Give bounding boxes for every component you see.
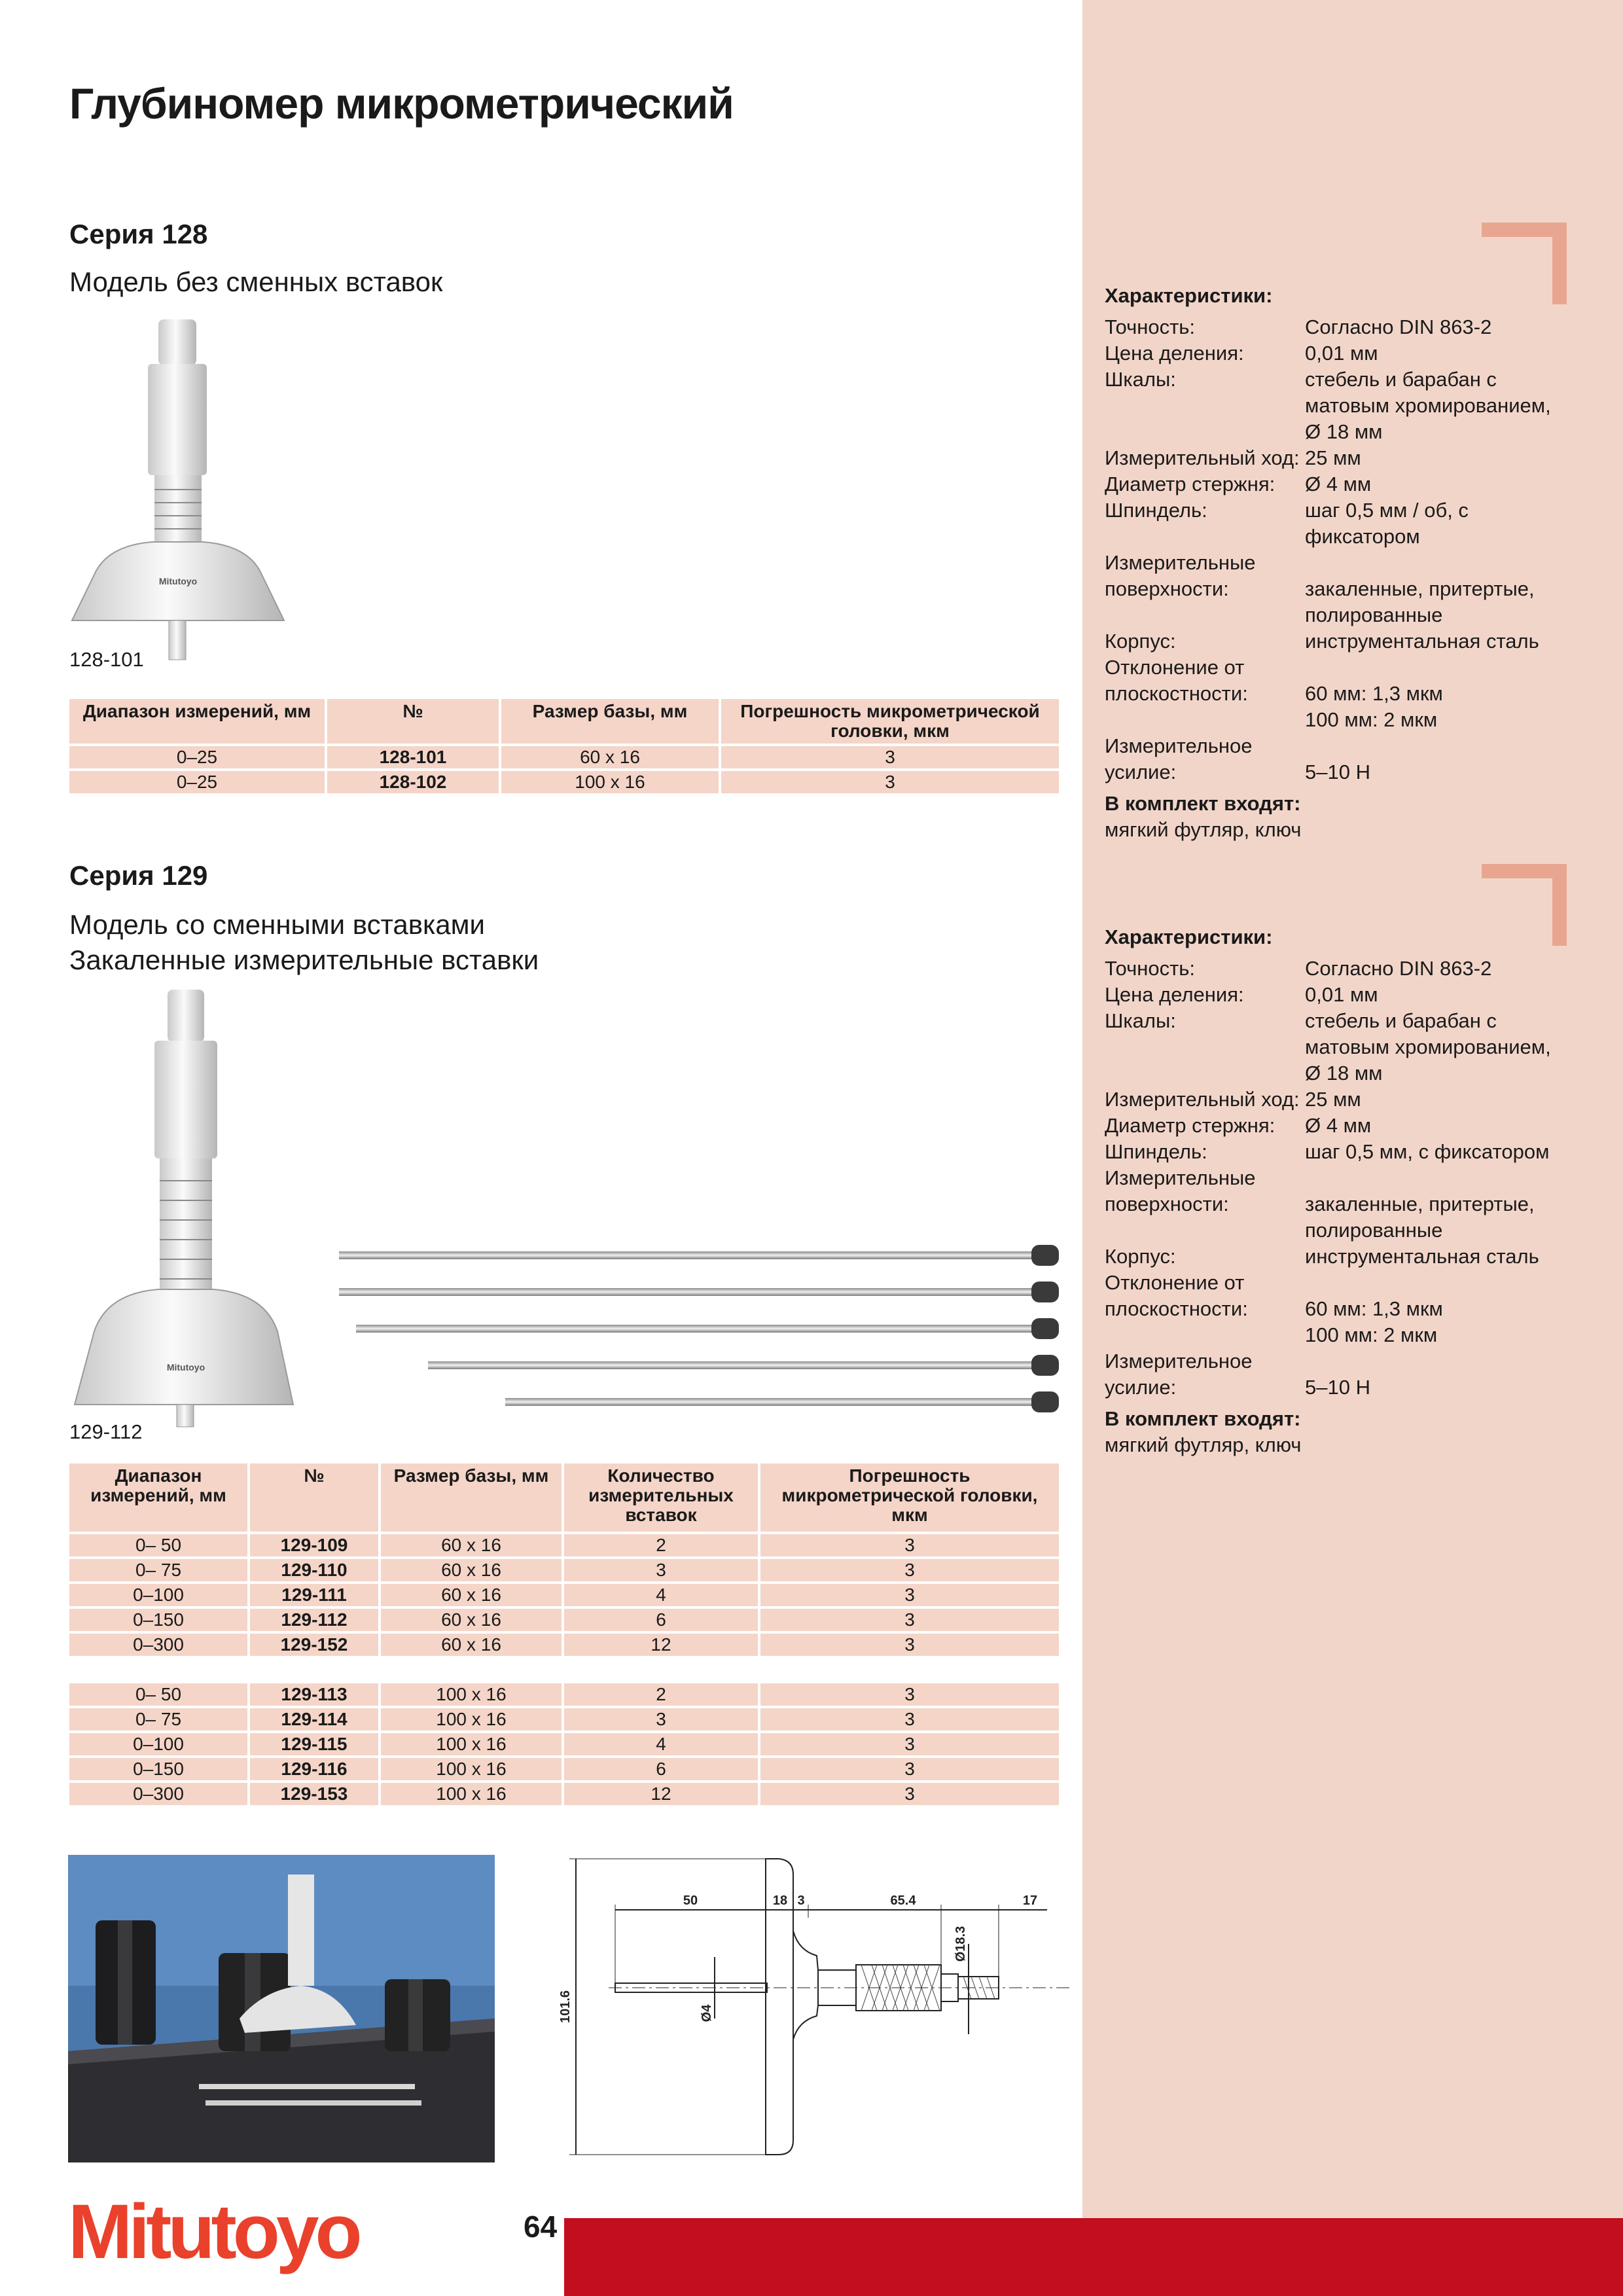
- spec-row: Шкалы: стебель и барабан с матовым хромированием, Ø 18 мм: [1105, 368, 1551, 443]
- spec-row: Шкалы: стебель и барабан с матовым хромированием, Ø 18 мм: [1105, 1009, 1551, 1085]
- kit-heading: В комплект входят:: [1105, 792, 1301, 815]
- table-cell: 128-102: [327, 771, 499, 793]
- dim-18: 18: [772, 1893, 788, 1908]
- spec-row: Шпиндель: шаг 0,5 мм, с фиксатором: [1105, 1140, 1550, 1163]
- table-row: [69, 1783, 1059, 1805]
- kit-contents: мягкий футляр, ключ: [1105, 818, 1302, 841]
- spec-row: Измерительные поверхности: закаленные, притертые, полированные: [1105, 1166, 1535, 1242]
- dim-101-6: 101.6: [558, 1990, 573, 2024]
- spec-row: Шпиндель: шаг 0,5 мм / об, с фиксатором: [1105, 499, 1469, 548]
- table-cell: 128-101: [327, 746, 499, 768]
- table-row: [69, 771, 1059, 793]
- table-cell: 60 x 16: [381, 1534, 562, 1556]
- table-cell: 4: [564, 1733, 758, 1755]
- spec-row: Измерительные поверхности: закаленные, притертые, полированные: [1105, 551, 1535, 626]
- table-row: [69, 1584, 1059, 1606]
- series-129-table: [67, 1461, 1061, 1808]
- specs-heading: Характеристики:: [1105, 284, 1273, 307]
- table-cell: 60 x 16: [381, 1609, 562, 1631]
- table-cell: 3: [564, 1708, 758, 1731]
- table-cell: 129-153: [250, 1783, 378, 1805]
- table-row: [69, 1733, 1059, 1755]
- series-129-heading: Серия 129: [69, 860, 208, 891]
- spec-row: Корпус: инструментальная сталь: [1105, 1245, 1539, 1268]
- table-cell: 3: [760, 1783, 1059, 1805]
- table-header: №: [327, 699, 499, 744]
- technical-drawing: [550, 1852, 1086, 2166]
- table-cell: 60 x 16: [381, 1634, 562, 1656]
- spec-row: Диаметр стержня: Ø 4 мм: [1105, 473, 1372, 495]
- table-cell: 6: [564, 1758, 758, 1780]
- dim-3: 3: [797, 1893, 805, 1908]
- spec-row: Отклонение от плоскостности: 60 мм: 1,3 мкм 100 мм: 2 мкм: [1105, 1271, 1443, 1346]
- spec-row: Измерительное усилие: 5–10 Н: [1105, 734, 1370, 783]
- table-cell: 0–100: [69, 1584, 247, 1606]
- specs-128: [1105, 283, 1563, 843]
- table-cell: 3: [760, 1584, 1059, 1606]
- table-cell: 0– 50: [69, 1534, 247, 1556]
- table-row: [69, 1609, 1059, 1631]
- table-cell: 3: [760, 1609, 1059, 1631]
- table-cell: 0– 50: [69, 1683, 247, 1706]
- table-cell: 60 x 16: [381, 1559, 562, 1581]
- table-cell: 100 x 16: [501, 771, 719, 793]
- table-cell: 100 x 16: [381, 1733, 562, 1755]
- table-row: [69, 1534, 1059, 1556]
- table-cell: 2: [564, 1683, 758, 1706]
- spec-row: Цена деления: 0,01 мм: [1105, 342, 1378, 365]
- spec-row: Измерительный ход: 25 мм: [1105, 446, 1361, 469]
- page-title: Глубиномер микрометрический: [69, 79, 734, 128]
- table-spacer: [69, 1659, 1059, 1681]
- table-cell: 2: [564, 1534, 758, 1556]
- table-cell: 129-116: [250, 1758, 378, 1780]
- table-header: Размер базы, мм: [381, 1463, 562, 1532]
- series-128-caption: 128-101: [69, 648, 144, 671]
- spec-row: Точность: Согласно DIN 863-2: [1105, 957, 1492, 980]
- table-row: [69, 1559, 1059, 1581]
- spec-row: Цена деления: 0,01 мм: [1105, 983, 1378, 1006]
- product-set-photo: [68, 1855, 495, 2162]
- table-header: Диапазон измерений, мм: [69, 699, 325, 744]
- table-cell: 0–100: [69, 1733, 247, 1755]
- page-number: 64: [524, 2210, 558, 2244]
- measuring-rods-image: [334, 1237, 1067, 1420]
- specs-heading: Характеристики:: [1105, 925, 1273, 948]
- series-129-subtitle-2: Закаленные измерительные вставки: [69, 944, 539, 975]
- table-cell: 3: [721, 771, 1059, 793]
- series-128-subtitle: Модель без сменных вставок: [69, 266, 443, 297]
- table-cell: 129-114: [250, 1708, 378, 1731]
- table-header: Диапазон измерений, мм: [69, 1463, 247, 1532]
- table-cell: 129-112: [250, 1609, 378, 1631]
- depth-micrometer-128-image: [68, 313, 291, 666]
- table-cell: 0– 75: [69, 1708, 247, 1731]
- footer-red-bar: [564, 2218, 1623, 2296]
- spec-row: Измерительный ход: 25 мм: [1105, 1088, 1361, 1111]
- table-cell: 12: [564, 1634, 758, 1656]
- table-header: Погрешность микрометрической головки, мкм: [760, 1463, 1059, 1532]
- table-cell: 100 x 16: [381, 1708, 562, 1731]
- dim-17: 17: [1022, 1893, 1038, 1908]
- table-cell: 3: [721, 746, 1059, 768]
- series-128-heading: Серия 128: [69, 219, 208, 249]
- spec-row: Отклонение от плоскостности: 60 мм: 1,3 мкм 100 мм: 2 мкм: [1105, 656, 1443, 731]
- table-header: №: [250, 1463, 378, 1532]
- series-128-table: [67, 696, 1061, 796]
- spec-row: Корпус: инструментальная сталь: [1105, 630, 1539, 653]
- brand-logo: Mitutoyo: [68, 2189, 359, 2275]
- kit-contents: мягкий футляр, ключ: [1105, 1433, 1302, 1456]
- table-cell: 0–300: [69, 1634, 247, 1656]
- spec-row: Диаметр стержня: Ø 4 мм: [1105, 1114, 1372, 1137]
- table-cell: 3: [760, 1634, 1059, 1656]
- table-cell: 129-113: [250, 1683, 378, 1706]
- dim-diameter-4: Ø4: [700, 2004, 714, 2022]
- table-cell: 129-115: [250, 1733, 378, 1755]
- table-cell: 3: [760, 1733, 1059, 1755]
- table-header: Размер базы, мм: [501, 699, 719, 744]
- table-cell: 0–25: [69, 771, 325, 793]
- table-header: Погрешность микрометрической головки, мкм: [721, 699, 1059, 744]
- table-cell: 3: [564, 1559, 758, 1581]
- table-row: [69, 1758, 1059, 1780]
- table-cell: 3: [760, 1708, 1059, 1731]
- table-cell: 3: [760, 1683, 1059, 1706]
- dim-65-4: 65.4: [890, 1893, 916, 1908]
- table-row: [69, 746, 1059, 768]
- table-header: Количество измерительных вставок: [564, 1463, 758, 1532]
- table-row: [69, 1634, 1059, 1656]
- table-cell: 0–300: [69, 1783, 247, 1805]
- table-cell: 4: [564, 1584, 758, 1606]
- table-cell: 0–150: [69, 1609, 247, 1631]
- table-cell: 0– 75: [69, 1559, 247, 1581]
- dim-50: 50: [683, 1893, 698, 1908]
- specs-129: [1105, 924, 1563, 1458]
- dim-diameter-18-3: Ø18.3: [954, 1926, 968, 1962]
- table-cell: 100 x 16: [381, 1758, 562, 1780]
- table-cell: 129-152: [250, 1634, 378, 1656]
- product-label: Mitutoyo: [158, 576, 198, 586]
- table-cell: 3: [760, 1758, 1059, 1780]
- kit-heading: В комплект входят:: [1105, 1407, 1301, 1430]
- product-label: Mitutoyo: [166, 1362, 205, 1372]
- depth-micrometer-129-image: [68, 984, 297, 1429]
- table-cell: 3: [760, 1534, 1059, 1556]
- table-row: [69, 1708, 1059, 1731]
- table-cell: 100 x 16: [381, 1683, 562, 1706]
- spec-row: Точность: Согласно DIN 863-2: [1105, 315, 1492, 338]
- spec-row: Измерительное усилие: 5–10 Н: [1105, 1350, 1370, 1399]
- table-cell: 129-109: [250, 1534, 378, 1556]
- series-129-subtitle-1: Модель со сменными вставками: [69, 909, 486, 940]
- table-row: [69, 1683, 1059, 1706]
- table-cell: 6: [564, 1609, 758, 1631]
- series-129-caption: 129-112: [69, 1420, 143, 1443]
- table-cell: 0–150: [69, 1758, 247, 1780]
- table-cell: 3: [760, 1559, 1059, 1581]
- table-cell: 129-110: [250, 1559, 378, 1581]
- table-cell: 0–25: [69, 746, 325, 768]
- table-cell: 60 x 16: [381, 1584, 562, 1606]
- table-cell: 60 x 16: [501, 746, 719, 768]
- table-cell: 12: [564, 1783, 758, 1805]
- table-cell: 100 x 16: [381, 1783, 562, 1805]
- table-cell: 129-111: [250, 1584, 378, 1606]
